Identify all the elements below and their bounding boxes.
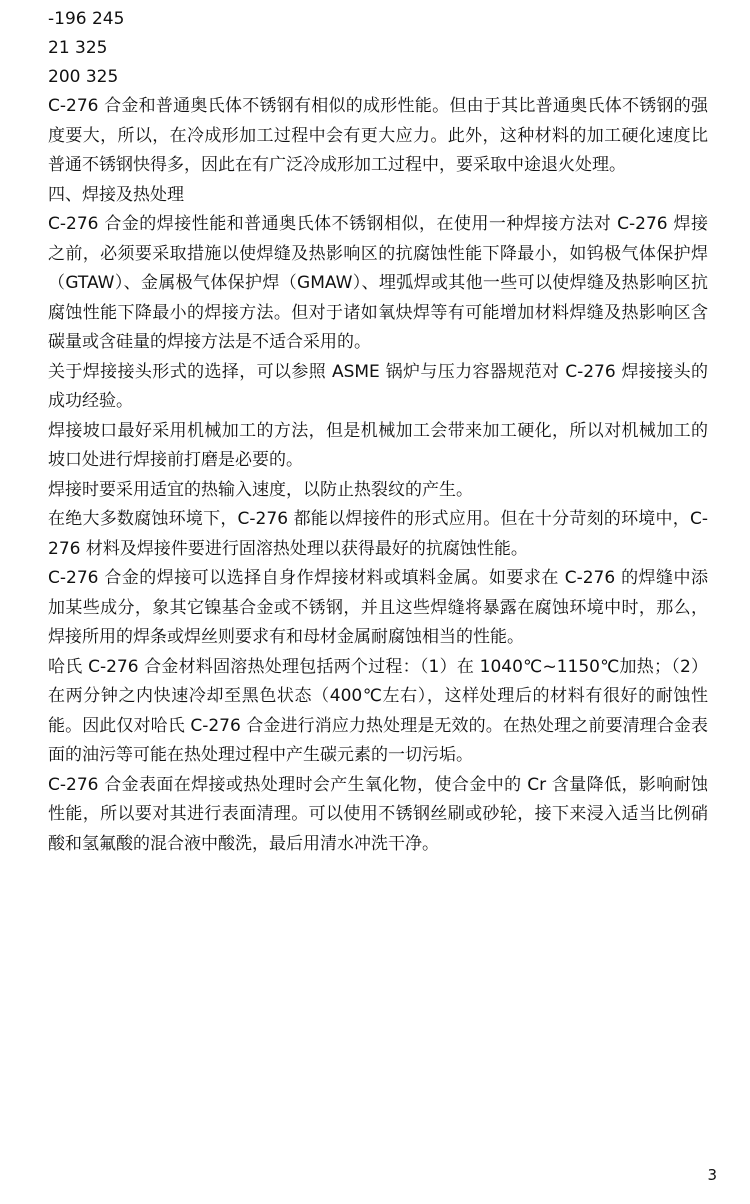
paragraph-solution-treatment: 哈氏 C-276 合金材料固溶热处理包括两个过程：（1）在 1040℃~1150℃加热；（2）在两分钟之内快速冷却至黑色状态（400℃左右），这样处理后的材料有很好的耐蚀性能。因此仅对哈氏 C-276 合金进行消应力热处理是无效的。在热处理之前要清理合金表面的油污等可能在热处理过程中产生碳元素的一切污垢。 [48,656,708,765]
page-number: 3 [707,1166,717,1184]
data-line: 200 325 [48,67,119,87]
paragraph-filler-metal: C-276 合金的焊接可以选择自身作焊接材料或填料金属。如要求在 C-276 的焊缝中添加某些成分，象其它镍基合金或不锈钢，并且这些焊缝将暴露在腐蚀环境中时，那么，焊接所用的焊条或焊丝则要求有和母材金属耐腐蚀相当的性能。 [48,568,708,647]
paragraph-forming: C-276 合金和普通奥氏体不锈钢有相似的成形性能。但由于其比普通奥氏体不锈钢的强度要大，所以，在冷成形加工过程中会有更大应力。此外，这种材料的加工硬化速度比普通不锈钢快得多，因此在有广泛冷成形加工过程中，要采取中途退火处理。 [48,96,708,175]
paragraph-welding-methods: C-276 合金的焊接性能和普通奥氏体不锈钢相似，在使用一种焊接方法对 C-276 焊接之前，必须要采取措施以使焊缝及热影响区的抗腐蚀性能下降最小，如钨极气体保护焊（GTAW）、金属极气体保护焊（GMAW）、埋弧焊或其他一些可以使焊缝及热影响区抗腐蚀性能下降最小的焊接方法。但对于诸如氧炔焊等有可能增加材料焊缝及热影响区含碳量或含硅量的焊接方法是不适合采用的。 [48,214,708,352]
paragraph-heat-input: 焊接时要采用适宜的热输入速度，以防止热裂纹的产生。 [48,479,473,500]
paragraph-joint-form: 关于焊接接头形式的选择，可以参照 ASME 锅炉与压力容器规范对 C-276 焊接接头的成功经验。 [48,361,708,411]
section-heading-welding: 四、焊接及热处理 [48,184,184,205]
paragraph-surface-cleaning: C-276 合金表面在焊接或热处理时会产生氧化物，使合金中的 Cr 含量降低，影响耐蚀性能，所以要对其进行表面清理。可以使用不锈钢丝刷或砂轮，接下来浸入适当比例硝酸和氢氟酸的混合液中酸洗，最后用清水冲洗干净。 [48,774,708,854]
paragraph-corrosion-environment: 在绝大多数腐蚀环境下，C-276 都能以焊接件的形式应用。但在十分苛刻的环境中，C-276 材料及焊接件要进行固溶热处理以获得最好的抗腐蚀性能。 [48,509,708,559]
data-line: -196 245 [48,9,125,29]
data-line: 21 325 [48,38,108,58]
paragraph-groove: 焊接坡口最好采用机械加工的方法，但是机械加工会带来加工硬化，所以对机械加工的坡口处进行焊接前打磨是必要的。 [48,420,708,470]
document-body [48,5,708,859]
